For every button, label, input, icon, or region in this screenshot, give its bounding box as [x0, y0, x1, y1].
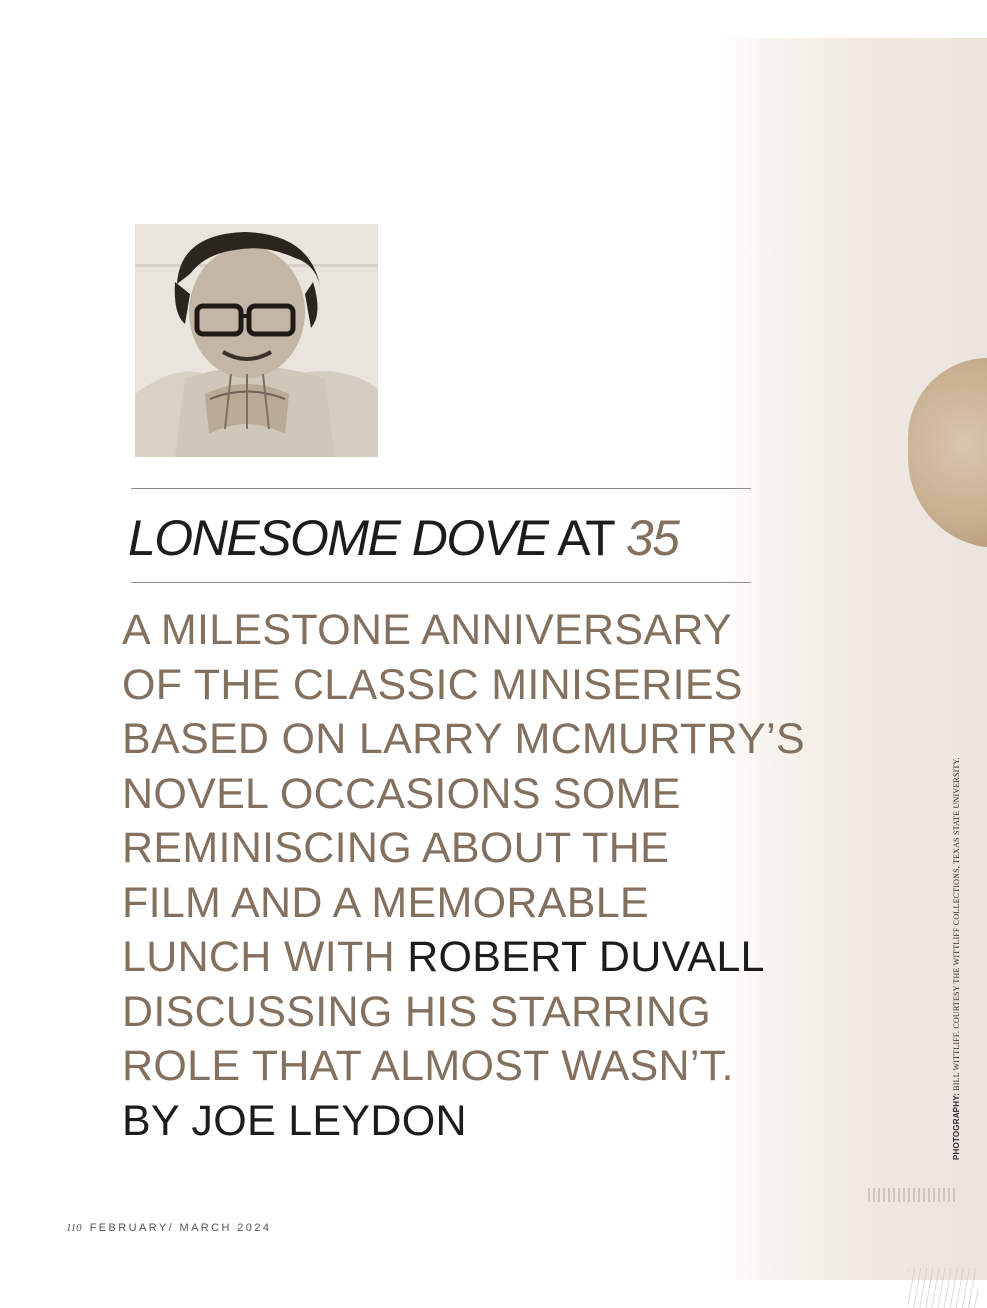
headline-rule-top	[131, 488, 751, 489]
byline: BY JOE LEYDON	[122, 1096, 467, 1145]
article-headline	[128, 506, 768, 570]
headline-title-italic: LONESOME DOVE	[128, 510, 548, 566]
deck-line: OF THE CLASSIC MINISERIES	[122, 660, 743, 709]
deck-line-prefix: LUNCH WITH	[122, 933, 395, 981]
photo-credit-label: PHOTOGRAPHY:	[952, 1093, 961, 1160]
article-deck	[122, 603, 922, 1148]
deck-line: ROLE THAT ALMOST WASN’T.	[122, 1042, 734, 1090]
deck-line: FILM AND A MEMORABLE	[122, 878, 649, 927]
author-portrait-photo	[135, 224, 378, 457]
deck-line: A MILESTONE ANNIVERSARY	[122, 606, 732, 654]
featured-name: ROBERT DUVALL	[407, 933, 765, 981]
headline-rule-bottom	[131, 582, 751, 583]
photo-credit	[952, 757, 961, 1160]
deck-line: BASED ON LARRY MCMURTRY’S	[122, 715, 805, 763]
deck-line: NOVEL OCCASIONS SOME	[122, 769, 681, 818]
background-photo-grass	[868, 1188, 958, 1202]
background-photo-shoulder	[908, 358, 987, 548]
headline-title-middle: AT	[557, 510, 614, 566]
photo-credit-text: BILL WITTLIFF. COURTESY THE WITTLIFF COLLECTIONS, TEXAS STATE UNIVERSITY.	[952, 757, 961, 1091]
page-number: 110	[66, 1222, 82, 1234]
headline-title-number: 35	[625, 510, 679, 566]
deck-line-with-name	[122, 930, 922, 985]
deck-line: REMINISCING ABOUT THE	[122, 824, 670, 872]
issue-date: FEBRUARY/ MARCH 2024	[89, 1222, 272, 1234]
background-photo-grass-lower	[908, 1268, 978, 1308]
deck-line: DISCUSSING HIS STARRING	[122, 987, 712, 1036]
page-folio	[66, 1222, 271, 1234]
